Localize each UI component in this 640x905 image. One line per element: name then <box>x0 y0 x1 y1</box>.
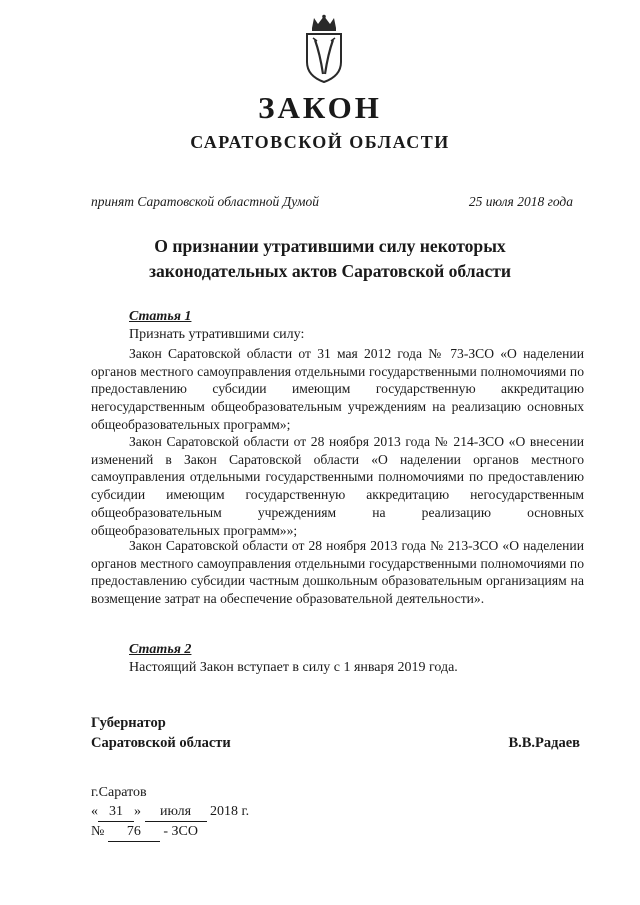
law-number <box>91 822 249 842</box>
date-quote-close: » <box>134 804 141 819</box>
article-1-lead: Признать утратившими силу: <box>129 327 305 342</box>
law-title-line-2: законодательных актов Саратовской области <box>148 261 512 281</box>
article-1-item-3: Закон Саратовской области от 28 ноября 2013 года № 213-ЗСО «О наделении органов местного самоуправления отдельными государственными полномочиями по предоставлению субсидии частным дошкольным образовательным организациям на возмещение затрат на обеспечение образовательной деятельности». <box>91 538 584 607</box>
document-type-title: ЗАКОН <box>258 90 382 125</box>
article-1-heading: Статья 1 <box>129 309 192 324</box>
saratov-coat-of-arms-icon <box>302 14 346 84</box>
article-2-text: Настоящий Закон вступает в силу с 1 января 2019 года. <box>129 660 458 675</box>
adoption-date: 25 июля 2018 года <box>468 194 573 209</box>
adoption-body: принят Саратовской областной Думой <box>91 194 320 209</box>
number-suffix: - ЗСО <box>163 824 198 839</box>
signatory-position-line-1: Губернатор <box>91 715 166 731</box>
signing-details <box>91 783 249 842</box>
signing-year: 2018 г. <box>210 804 250 819</box>
signatory-position-line-2: Саратовской области <box>91 735 231 751</box>
region-subtitle: САРАТОВСКОЙ ОБЛАСТИ <box>190 132 450 152</box>
signing-city: г.Саратов <box>91 785 147 800</box>
signing-month: июля <box>145 802 207 822</box>
law-title-line-1: О признании утратившими силу некоторых <box>154 236 506 256</box>
article-1-item-2: Закон Саратовской области от 28 ноября 2013 года № 214-ЗСО «О внесении изменений в Закон Саратовской области «О наделении органов местного самоуправления отдельными государственными полномочиями по предоставлению субсидии имеющим государственную аккредитацию негосударственным общеобразовательным учреждениям на реализацию основных общеобразовательных программ»»; <box>91 434 584 538</box>
article-2-heading: Статья 2 <box>129 642 192 657</box>
article-1-item-1: Закон Саратовской области от 31 мая 2012 года № 73-ЗСО «О наделении органов местного самоуправления отдельными государственными полномочиями по предоставлению субсидии имеющим государственную аккредитацию негосударственным общеобразовательным учреждениям на реализацию основных общеобразовательных программ»; <box>91 346 584 432</box>
date-quote-open: « <box>91 804 98 819</box>
signing-day: 31 <box>98 802 134 822</box>
signing-date <box>91 802 249 822</box>
law-number-value: 76 <box>108 822 160 842</box>
law-title <box>80 234 580 284</box>
signatory-position <box>91 713 231 753</box>
number-prefix: № <box>91 824 105 839</box>
signatory-name: В.В.Радаев <box>508 735 580 751</box>
